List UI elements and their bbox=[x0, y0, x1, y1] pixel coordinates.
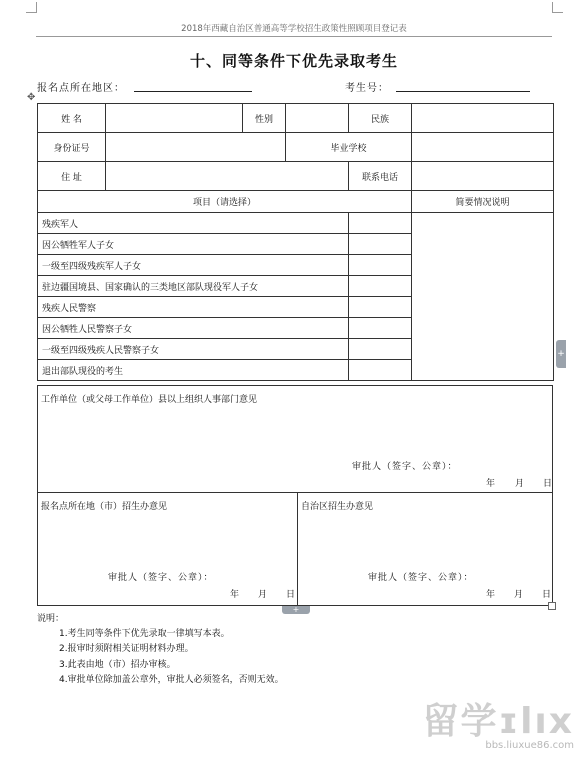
item-row-label: 一级至四级残疾人民警察子女 bbox=[38, 339, 349, 360]
watermark-url: bbs.liuxue86.com bbox=[485, 740, 574, 751]
add-column-handle-icon[interactable]: + bbox=[556, 340, 566, 368]
item-checkbox-cell[interactable] bbox=[349, 318, 412, 339]
address-value[interactable] bbox=[106, 162, 349, 191]
autonomous-office-opinion-section[interactable] bbox=[297, 492, 553, 606]
brief-description-cell[interactable] bbox=[412, 213, 554, 381]
note-item: 3.此表由地（市）招办审核。 bbox=[59, 659, 176, 670]
date-year: 年 bbox=[486, 479, 496, 489]
name-value[interactable] bbox=[106, 104, 243, 133]
autonomous-office-opinion-label: 自治区招生办意见 bbox=[301, 502, 374, 512]
add-row-handle-icon[interactable]: + bbox=[282, 606, 310, 614]
approver-label: 审批人（签字、公章）： bbox=[352, 462, 458, 472]
id-card-value[interactable] bbox=[106, 133, 286, 162]
table-resize-handle[interactable] bbox=[548, 602, 556, 610]
item-row-label: 驻边疆国境县、国家确认的三类地区部队现役军人子女 bbox=[38, 276, 349, 297]
item-checkbox-cell[interactable] bbox=[349, 360, 412, 381]
page-header: 2018年西藏自治区普通高等学校招生政策性照顾项目登记表 bbox=[181, 24, 407, 34]
page-title: 十、同等条件下优先录取考生 bbox=[189, 52, 398, 70]
gender-label: 性别 bbox=[243, 104, 286, 133]
region-label: 报名点所在地区： bbox=[37, 83, 125, 94]
notes-section bbox=[37, 612, 284, 688]
school-value[interactable] bbox=[412, 133, 554, 162]
watermark-brand: 留学ɪlıx bbox=[422, 701, 574, 742]
region-input-line[interactable] bbox=[134, 91, 252, 92]
name-label: 姓 名 bbox=[38, 104, 106, 133]
id-card-label: 身份证号 bbox=[38, 133, 106, 162]
item-checkbox-cell[interactable] bbox=[349, 213, 412, 234]
date-day: 日 bbox=[543, 479, 553, 489]
notes-title: 说明： bbox=[37, 614, 65, 624]
ethnicity-label: 民族 bbox=[349, 104, 412, 133]
item-checkbox-cell[interactable] bbox=[349, 339, 412, 360]
item-checkbox-cell[interactable] bbox=[349, 276, 412, 297]
item-row-label: 残疾军人 bbox=[38, 213, 349, 234]
crop-mark-top-left bbox=[26, 2, 37, 13]
date-year: 年 bbox=[230, 590, 240, 600]
item-checkbox-cell[interactable] bbox=[349, 297, 412, 318]
item-row-label: 一级至四级残疾军人子女 bbox=[38, 255, 349, 276]
item-row-label: 退出部队现役的考生 bbox=[38, 360, 349, 381]
date-month: 月 bbox=[258, 590, 268, 600]
note-item: 1.考生同等条件下优先录取一律填写本表。 bbox=[59, 629, 230, 640]
exam-no-input-line[interactable] bbox=[396, 91, 530, 92]
date-day: 日 bbox=[542, 590, 552, 600]
watermark-logo bbox=[402, 700, 574, 758]
work-unit-opinion-label: 工作单位（或父母工作单位）县以上组织人事部门意见 bbox=[41, 395, 258, 405]
date-month: 月 bbox=[515, 479, 525, 489]
crop-mark-top-right bbox=[552, 2, 563, 13]
region-office-opinion-section[interactable] bbox=[37, 492, 298, 606]
approver-label: 审批人（签字、公章）： bbox=[368, 573, 474, 583]
item-checkbox-cell[interactable] bbox=[349, 234, 412, 255]
brief-header: 简要情况说明 bbox=[412, 191, 554, 213]
item-row-label: 因公牺牲人民警察子女 bbox=[38, 318, 349, 339]
ethnicity-value[interactable] bbox=[412, 104, 554, 133]
item-checkbox-cell[interactable] bbox=[349, 255, 412, 276]
phone-value[interactable] bbox=[412, 162, 554, 191]
work-unit-opinion-section[interactable] bbox=[37, 385, 553, 493]
note-item: 2.报审时须附相关证明材料办理。 bbox=[59, 644, 194, 655]
registration-table bbox=[37, 103, 554, 381]
header-rule bbox=[36, 36, 552, 37]
item-row-label: 因公牺牲军人子女 bbox=[38, 234, 349, 255]
item-row-label: 残疾人民警察 bbox=[38, 297, 349, 318]
date-year: 年 bbox=[486, 590, 496, 600]
note-item: 4.审批单位除加盖公章外，审批人必须签名，否则无效。 bbox=[59, 674, 284, 685]
approver-label: 审批人（签字、公章）： bbox=[108, 573, 214, 583]
gender-value[interactable] bbox=[286, 104, 349, 133]
address-label: 住 址 bbox=[38, 162, 106, 191]
table-move-handle-icon[interactable]: ✥ bbox=[27, 92, 36, 103]
phone-label: 联系电话 bbox=[349, 162, 412, 191]
items-header: 项目（请选择） bbox=[38, 191, 412, 213]
exam-no-label: 考生号： bbox=[345, 83, 389, 94]
date-day: 日 bbox=[286, 590, 296, 600]
date-month: 月 bbox=[514, 590, 524, 600]
region-office-opinion-label: 报名点所在地（市）招生办意见 bbox=[41, 502, 168, 512]
school-label: 毕业学校 bbox=[286, 133, 412, 162]
